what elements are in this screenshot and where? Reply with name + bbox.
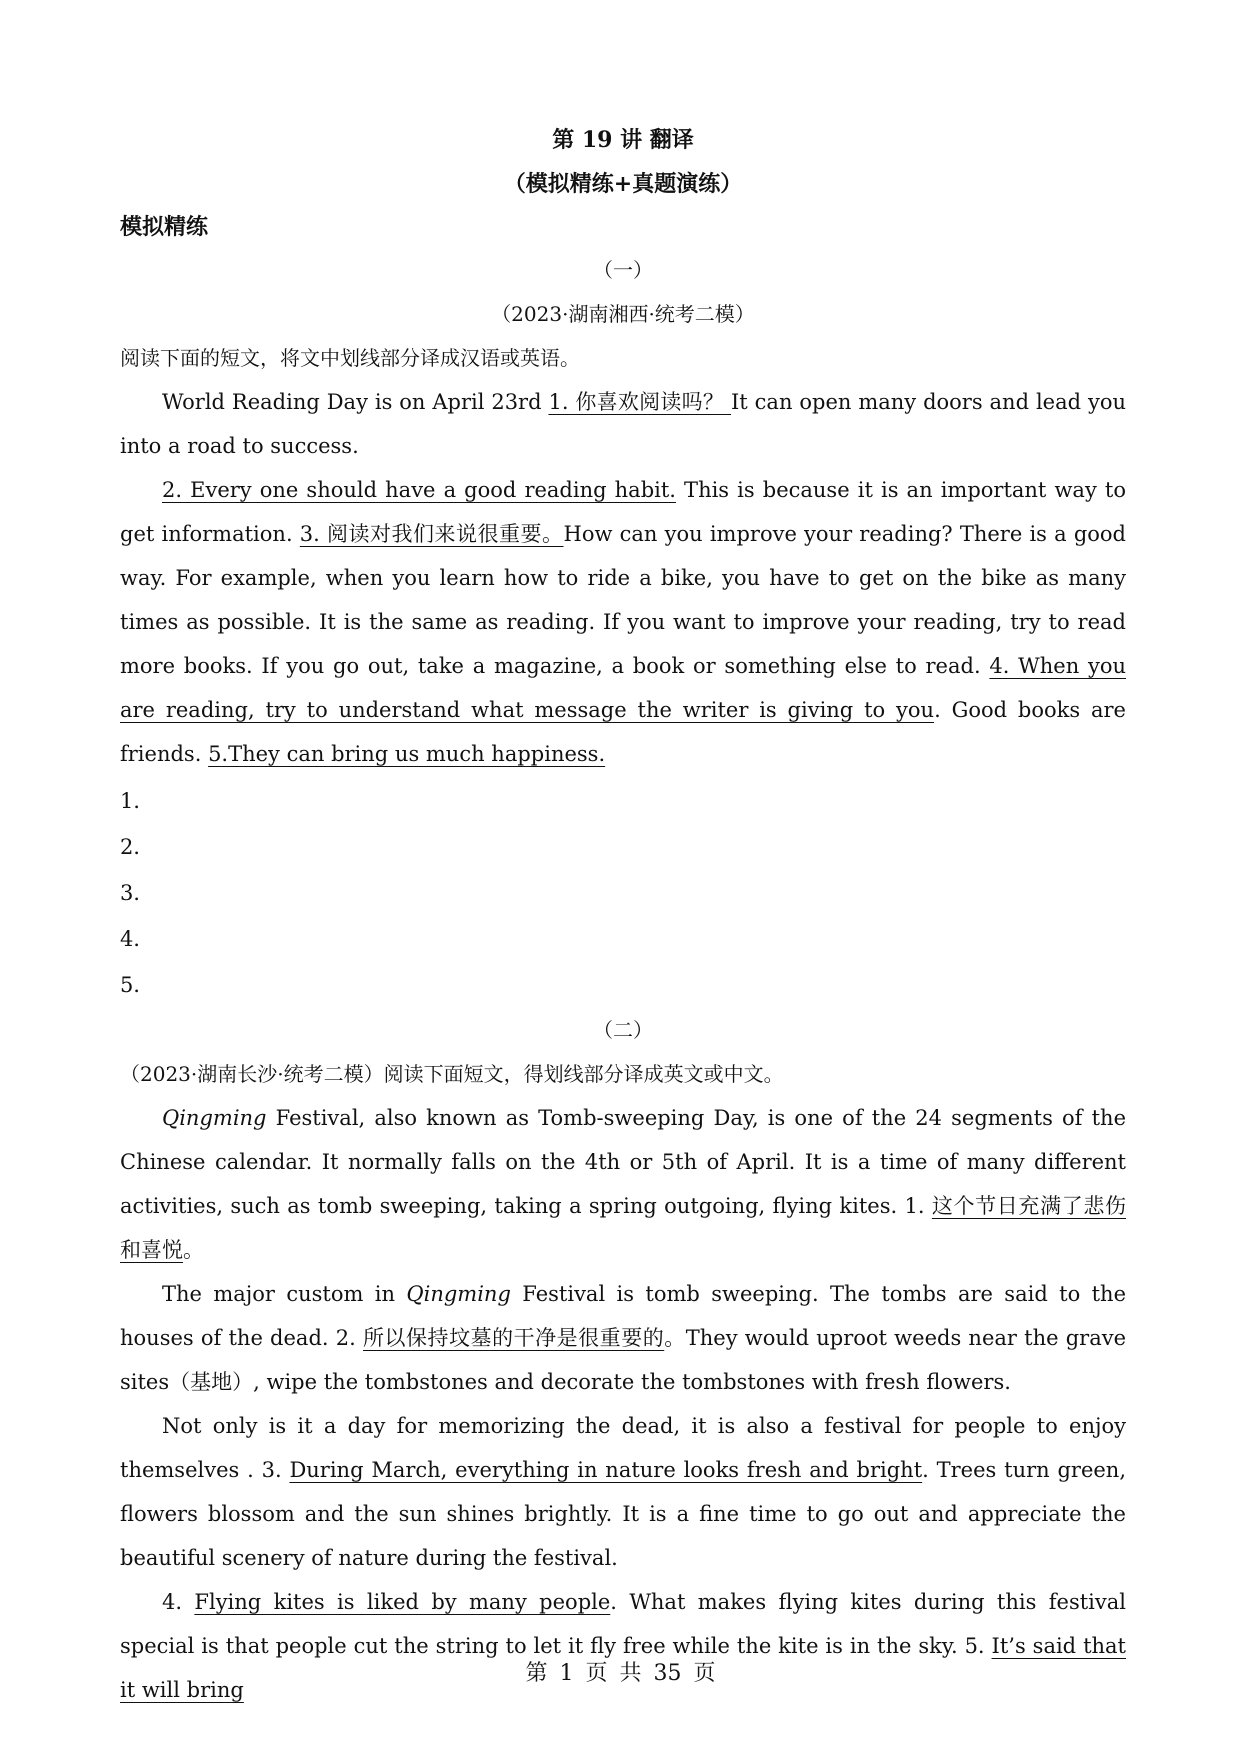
underlined-sentence-2: 所以保持坟墓的干净是很重要的 (363, 1326, 665, 1350)
part1-paragraph-2 (120, 468, 1126, 776)
page-footer (0, 1658, 1241, 1690)
text-run: . Good books are friends. (120, 698, 1126, 766)
text-run: How can you improve your reading? There is a good way. For example, when you learn how to ride a bike, you have to get on the bike as many times as possible. It is the same as reading. If you want to improve your reading, try to read more books. If you go out, take a magazine, a book or something else to read. (120, 522, 1126, 678)
italic-term: Qingming (162, 1106, 267, 1130)
footer-word: 共 (619, 1661, 642, 1686)
text-run: 。 (183, 1238, 204, 1262)
part1-instruction: 阅读下面的短文，将文中划线部分译成汉语或英语。 (120, 346, 580, 370)
underlined-sentence-5: It’s said that it will bring (120, 1634, 1126, 1702)
part2-instruction: （2023·湖南长沙·统考二模）阅读下面短文，得划线部分译成英文或中文。 (120, 1062, 784, 1086)
part2-paragraph-2 (120, 1272, 1126, 1404)
text-run: . Trees turn green, flowers blossom and the sun shines brightly. It is a fine time to go out and appreciate the beautiful scenery of nature during the festival. (120, 1458, 1127, 1570)
text-run: This is because it is an important way to get information. (120, 478, 1126, 546)
text-run: It can open many doors and lead you into a road to success. (120, 390, 1126, 458)
answer-line-1[interactable]: 1． (120, 789, 155, 813)
text-run: . What makes flying kites during this festival special is that people cut the string to let it fly free while the kite is in the sky. 5. (120, 1590, 1126, 1658)
answer-line-2[interactable]: 2． (120, 835, 155, 859)
text-run: 。They would uproot weeds near the grave sites（基地）, wipe the tombstones and decorate the tombstones with fresh flowers. (120, 1326, 1127, 1394)
underlined-sentence-1: 1. 你喜欢阅读吗？ (548, 390, 732, 414)
underlined-sentence-1: 这个节日充满了悲伤和喜悦 (120, 1194, 1127, 1262)
text-run: 4. (162, 1590, 195, 1614)
page-title: 第 19 讲 翻译 (552, 127, 694, 153)
section-label: 模拟精练 (120, 214, 209, 240)
part1-paragraph-1 (120, 380, 1126, 468)
part2-paragraph-3 (120, 1404, 1126, 1580)
footer-word: 页 (693, 1661, 716, 1686)
page-subtitle: （模拟精练+真题演练） (503, 171, 743, 197)
answer-line-3[interactable]: 3． (120, 881, 155, 905)
underlined-sentence-3: 3. 阅读对我们来说很重要。 (299, 522, 564, 546)
footer-word: 页 (585, 1661, 608, 1686)
underlined-sentence-5: 5.They can bring us much happiness. (208, 742, 606, 766)
answer-line-4[interactable]: 4． (120, 927, 155, 951)
total-pages: 35 (653, 1661, 682, 1686)
answer-line-5[interactable]: 5． (120, 973, 155, 997)
underlined-sentence-2: 2. Every one should have a good reading habit. (162, 478, 676, 502)
text-run: Not only is it a day for memorizing the dead, it is also a festival for people to enjoy themselves . 3. (120, 1414, 1126, 1482)
part2-paragraph-4 (120, 1580, 1126, 1712)
text-run: Festival is tomb sweeping. The tombs are said to the houses of the dead. 2. (120, 1282, 1126, 1350)
part2-number: （二） (593, 1018, 653, 1042)
underlined-sentence-4: 4. When you are reading, try to understand what message the writer is giving to you (120, 654, 1126, 722)
text-run: Festival, also known as Tomb-sweeping Day, is one of the 24 segments of the Chinese calendar. It normally falls on the 4th or 5th of April. It is a time of many different activities, such as tomb sweeping, taking a spring outgoing, flying kites. 1. (120, 1106, 1126, 1218)
text-run: World Reading Day is on April 23rd (162, 390, 549, 414)
underlined-sentence-4: Flying kites is liked by many people (194, 1590, 611, 1614)
part2-paragraph-1 (120, 1096, 1126, 1272)
footer-word: 第 (525, 1661, 548, 1686)
underlined-sentence-3: During March, everything in nature looks fresh and bright (289, 1458, 923, 1482)
part1-source: （2023·湖南湘西·统考二模） (491, 302, 755, 326)
page-content (120, 118, 1126, 1712)
answer-list (120, 778, 1126, 1008)
italic-term: Qingming (406, 1282, 511, 1306)
page-number: 1 (559, 1661, 574, 1686)
text-run: The major custom in (162, 1282, 407, 1306)
part1-number: （一） (593, 258, 653, 282)
